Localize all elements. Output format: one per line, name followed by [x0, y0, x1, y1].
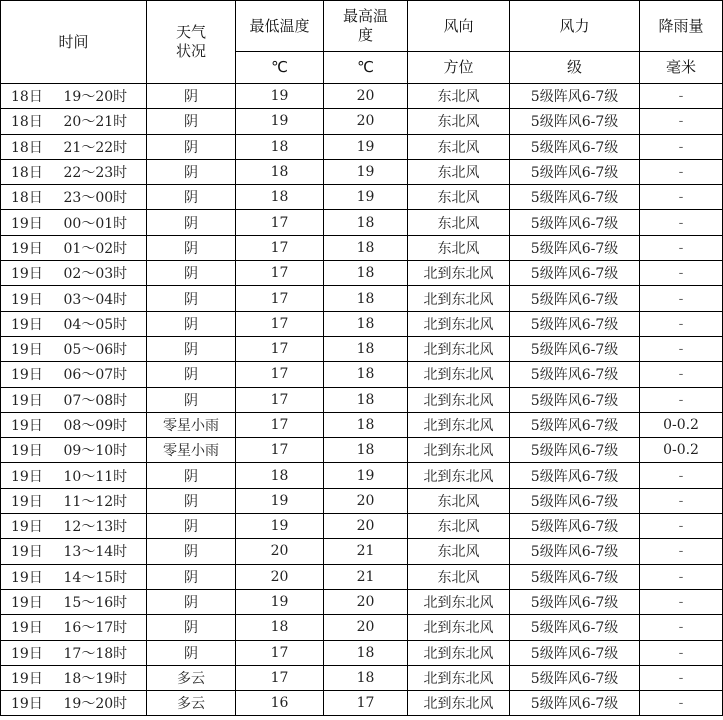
max-temp-cell: 18 — [324, 665, 408, 690]
weather-cell: 阴 — [147, 589, 236, 614]
table-row — [1, 488, 723, 513]
wind-force-cell: 5级阵风6-7级 — [510, 159, 640, 184]
rainfall-cell: - — [640, 84, 723, 109]
max-temp-cell: 18 — [324, 412, 408, 437]
hour-cell: 13～14时 — [56, 539, 147, 564]
table-row — [1, 362, 723, 387]
min-temp-cell: 17 — [236, 261, 324, 286]
wind-direction-cell: 北到东北风 — [408, 387, 510, 412]
header-weather — [147, 1, 236, 84]
max-temp-cell: 18 — [324, 438, 408, 463]
weather-cell: 阴 — [147, 362, 236, 387]
max-temp-cell: 17 — [324, 691, 408, 716]
rainfall-cell: 0-0.2 — [640, 412, 723, 437]
wind-force-cell: 5级阵风6-7级 — [510, 438, 640, 463]
hour-cell: 21～22时 — [56, 134, 147, 159]
min-temp-cell: 19 — [236, 514, 324, 539]
max-temp-cell: 18 — [324, 210, 408, 235]
min-temp-cell: 16 — [236, 691, 324, 716]
rainfall-cell: - — [640, 463, 723, 488]
table-row — [1, 134, 723, 159]
hour-cell: 11～12时 — [56, 488, 147, 513]
unit-wind-direction: 方位 — [408, 52, 510, 84]
max-temp-cell: 18 — [324, 261, 408, 286]
max-temp-cell: 20 — [324, 514, 408, 539]
hour-cell: 12～13时 — [56, 514, 147, 539]
header-min-temp: 最低温度 — [236, 1, 324, 52]
wind-direction-cell: 北到东北风 — [408, 665, 510, 690]
weather-cell: 阴 — [147, 564, 236, 589]
min-temp-cell: 17 — [236, 640, 324, 665]
day-cell: 19日 — [1, 412, 56, 437]
weather-cell: 阴 — [147, 387, 236, 412]
min-temp-cell: 17 — [236, 286, 324, 311]
hour-cell: 17～18时 — [56, 640, 147, 665]
hour-cell: 14～15时 — [56, 564, 147, 589]
header-weather-label: 天气 状况 — [176, 23, 207, 60]
weather-cell: 阴 — [147, 463, 236, 488]
weather-cell: 零星小雨 — [147, 412, 236, 437]
wind-direction-cell: 北到东北风 — [408, 311, 510, 336]
hour-cell: 10～11时 — [56, 463, 147, 488]
min-temp-cell: 17 — [236, 438, 324, 463]
day-cell: 19日 — [1, 691, 56, 716]
day-cell: 19日 — [1, 362, 56, 387]
wind-force-cell: 5级阵风6-7级 — [510, 134, 640, 159]
max-temp-cell: 21 — [324, 539, 408, 564]
header-time: 时间 — [1, 1, 147, 84]
table-row — [1, 640, 723, 665]
rainfall-cell: - — [640, 362, 723, 387]
weather-cell: 阴 — [147, 311, 236, 336]
day-cell: 19日 — [1, 589, 56, 614]
wind-direction-cell: 东北风 — [408, 84, 510, 109]
weather-cell: 阴 — [147, 109, 236, 134]
hour-cell: 04～05时 — [56, 311, 147, 336]
day-cell: 19日 — [1, 514, 56, 539]
weather-cell: 阴 — [147, 336, 236, 361]
wind-direction-cell: 东北风 — [408, 235, 510, 260]
table-row — [1, 235, 723, 260]
hour-cell: 05～06时 — [56, 336, 147, 361]
wind-direction-cell: 东北风 — [408, 185, 510, 210]
hour-cell: 15～16时 — [56, 589, 147, 614]
wind-force-cell: 5级阵风6-7级 — [510, 640, 640, 665]
wind-force-cell: 5级阵风6-7级 — [510, 210, 640, 235]
min-temp-cell: 18 — [236, 615, 324, 640]
min-temp-cell: 17 — [236, 235, 324, 260]
day-cell: 19日 — [1, 564, 56, 589]
day-cell: 19日 — [1, 311, 56, 336]
rainfall-cell: - — [640, 109, 723, 134]
hour-cell: 19～20时 — [56, 691, 147, 716]
min-temp-cell: 17 — [236, 387, 324, 412]
wind-force-cell: 5级阵风6-7级 — [510, 311, 640, 336]
max-temp-cell: 19 — [324, 185, 408, 210]
min-temp-cell: 17 — [236, 336, 324, 361]
wind-direction-cell: 东北风 — [408, 514, 510, 539]
wind-direction-cell: 东北风 — [408, 539, 510, 564]
wind-force-cell: 5级阵风6-7级 — [510, 615, 640, 640]
day-cell: 18日 — [1, 84, 56, 109]
weather-cell: 阴 — [147, 159, 236, 184]
wind-force-cell: 5级阵风6-7级 — [510, 261, 640, 286]
wind-force-cell: 5级阵风6-7级 — [510, 488, 640, 513]
max-temp-cell: 18 — [324, 235, 408, 260]
wind-direction-cell: 北到东北风 — [408, 640, 510, 665]
hour-cell: 08～09时 — [56, 412, 147, 437]
wind-direction-cell: 北到东北风 — [408, 261, 510, 286]
hour-cell: 18～19时 — [56, 665, 147, 690]
rainfall-cell: - — [640, 311, 723, 336]
weather-cell: 阴 — [147, 514, 236, 539]
min-temp-cell: 19 — [236, 84, 324, 109]
hour-cell: 07～08时 — [56, 387, 147, 412]
max-temp-cell: 18 — [324, 336, 408, 361]
max-temp-cell: 18 — [324, 362, 408, 387]
unit-wind-force: 级 — [510, 52, 640, 84]
rainfall-cell: - — [640, 134, 723, 159]
day-cell: 19日 — [1, 387, 56, 412]
wind-force-cell: 5级阵风6-7级 — [510, 564, 640, 589]
table-row — [1, 210, 723, 235]
table-row — [1, 514, 723, 539]
weather-cell: 阴 — [147, 185, 236, 210]
hour-cell: 19～20时 — [56, 84, 147, 109]
max-temp-cell: 18 — [324, 640, 408, 665]
header-max-temp-label: 最高温 度 — [343, 7, 389, 44]
forecast-rows — [1, 84, 723, 716]
table-row — [1, 589, 723, 614]
table-row — [1, 564, 723, 589]
min-temp-cell: 17 — [236, 362, 324, 387]
weather-cell: 阴 — [147, 261, 236, 286]
day-cell: 19日 — [1, 261, 56, 286]
wind-direction-cell: 东北风 — [408, 109, 510, 134]
weather-cell: 阴 — [147, 84, 236, 109]
rainfall-cell: - — [640, 665, 723, 690]
day-cell: 18日 — [1, 134, 56, 159]
rainfall-cell: - — [640, 488, 723, 513]
wind-force-cell: 5级阵风6-7级 — [510, 286, 640, 311]
wind-force-cell: 5级阵风6-7级 — [510, 235, 640, 260]
day-cell: 19日 — [1, 336, 56, 361]
wind-direction-cell: 北到东北风 — [408, 589, 510, 614]
day-cell: 19日 — [1, 539, 56, 564]
weather-cell: 阴 — [147, 488, 236, 513]
rainfall-cell: - — [640, 286, 723, 311]
wind-force-cell: 5级阵风6-7级 — [510, 589, 640, 614]
hour-cell: 23～00时 — [56, 185, 147, 210]
wind-direction-cell: 东北风 — [408, 134, 510, 159]
unit-rainfall: 毫米 — [640, 52, 723, 84]
max-temp-cell: 20 — [324, 615, 408, 640]
wind-direction-cell: 北到东北风 — [408, 412, 510, 437]
rainfall-cell: - — [640, 336, 723, 361]
table-row — [1, 438, 723, 463]
min-temp-cell: 20 — [236, 564, 324, 589]
rainfall-cell: - — [640, 514, 723, 539]
min-temp-cell: 18 — [236, 185, 324, 210]
weather-cell: 多云 — [147, 665, 236, 690]
wind-direction-cell: 北到东北风 — [408, 362, 510, 387]
min-temp-cell: 17 — [236, 311, 324, 336]
hour-cell: 00～01时 — [56, 210, 147, 235]
table-row — [1, 84, 723, 109]
wind-force-cell: 5级阵风6-7级 — [510, 463, 640, 488]
wind-force-cell: 5级阵风6-7级 — [510, 336, 640, 361]
table-row — [1, 109, 723, 134]
day-cell: 19日 — [1, 463, 56, 488]
wind-direction-cell: 北到东北风 — [408, 691, 510, 716]
wind-direction-cell: 东北风 — [408, 488, 510, 513]
min-temp-cell: 18 — [236, 134, 324, 159]
max-temp-cell: 18 — [324, 311, 408, 336]
wind-force-cell: 5级阵风6-7级 — [510, 514, 640, 539]
hour-cell: 03～04时 — [56, 286, 147, 311]
day-cell: 19日 — [1, 615, 56, 640]
weather-cell: 阴 — [147, 286, 236, 311]
table-row — [1, 691, 723, 716]
wind-force-cell: 5级阵风6-7级 — [510, 185, 640, 210]
rainfall-cell: - — [640, 539, 723, 564]
day-cell: 18日 — [1, 159, 56, 184]
hour-cell: 09～10时 — [56, 438, 147, 463]
rainfall-cell: - — [640, 640, 723, 665]
hour-cell: 02～03时 — [56, 261, 147, 286]
table-row — [1, 387, 723, 412]
wind-force-cell: 5级阵风6-7级 — [510, 387, 640, 412]
min-temp-cell: 18 — [236, 159, 324, 184]
hour-cell: 20～21时 — [56, 109, 147, 134]
min-temp-cell: 17 — [236, 665, 324, 690]
wind-force-cell: 5级阵风6-7级 — [510, 539, 640, 564]
max-temp-cell: 20 — [324, 589, 408, 614]
rainfall-cell: 0-0.2 — [640, 438, 723, 463]
max-temp-cell: 20 — [324, 84, 408, 109]
max-temp-cell: 20 — [324, 488, 408, 513]
table-row — [1, 286, 723, 311]
table-row — [1, 336, 723, 361]
table-row — [1, 463, 723, 488]
weather-cell: 阴 — [147, 235, 236, 260]
header-wind-direction: 风向 — [408, 1, 510, 52]
max-temp-cell: 20 — [324, 109, 408, 134]
day-cell: 19日 — [1, 286, 56, 311]
weather-cell: 零星小雨 — [147, 438, 236, 463]
max-temp-cell: 19 — [324, 463, 408, 488]
rainfall-cell: - — [640, 210, 723, 235]
wind-direction-cell: 北到东北风 — [408, 336, 510, 361]
day-cell: 19日 — [1, 665, 56, 690]
max-temp-cell: 21 — [324, 564, 408, 589]
wind-force-cell: 5级阵风6-7级 — [510, 362, 640, 387]
table-row — [1, 159, 723, 184]
wind-direction-cell: 东北风 — [408, 159, 510, 184]
wind-direction-cell: 北到东北风 — [408, 286, 510, 311]
wind-force-cell: 5级阵风6-7级 — [510, 412, 640, 437]
header-max-temp — [324, 1, 408, 52]
wind-direction-cell: 北到东北风 — [408, 463, 510, 488]
rainfall-cell: - — [640, 159, 723, 184]
table-row — [1, 539, 723, 564]
wind-force-cell: 5级阵风6-7级 — [510, 109, 640, 134]
wind-direction-cell: 东北风 — [408, 564, 510, 589]
hour-cell: 22～23时 — [56, 159, 147, 184]
day-cell: 19日 — [1, 210, 56, 235]
day-cell: 18日 — [1, 185, 56, 210]
day-cell: 19日 — [1, 235, 56, 260]
wind-force-cell: 5级阵风6-7级 — [510, 665, 640, 690]
hour-cell: 06～07时 — [56, 362, 147, 387]
wind-force-cell: 5级阵风6-7级 — [510, 84, 640, 109]
min-temp-cell: 17 — [236, 210, 324, 235]
unit-min-temp: ℃ — [236, 52, 324, 84]
rainfall-cell: - — [640, 615, 723, 640]
day-cell: 19日 — [1, 438, 56, 463]
day-cell: 19日 — [1, 640, 56, 665]
weather-cell: 多云 — [147, 691, 236, 716]
min-temp-cell: 19 — [236, 589, 324, 614]
rainfall-cell: - — [640, 235, 723, 260]
rainfall-cell: - — [640, 691, 723, 716]
table-row — [1, 665, 723, 690]
min-temp-cell: 18 — [236, 463, 324, 488]
weather-cell: 阴 — [147, 134, 236, 159]
header-wind-force: 风力 — [510, 1, 640, 52]
hour-cell: 01～02时 — [56, 235, 147, 260]
hour-cell: 16～17时 — [56, 615, 147, 640]
min-temp-cell: 20 — [236, 539, 324, 564]
max-temp-cell: 19 — [324, 134, 408, 159]
max-temp-cell: 18 — [324, 286, 408, 311]
rainfall-cell: - — [640, 564, 723, 589]
rainfall-cell: - — [640, 589, 723, 614]
wind-direction-cell: 东北风 — [408, 210, 510, 235]
table-row — [1, 261, 723, 286]
weather-cell: 阴 — [147, 640, 236, 665]
day-cell: 18日 — [1, 109, 56, 134]
max-temp-cell: 18 — [324, 387, 408, 412]
wind-direction-cell: 北到东北风 — [408, 438, 510, 463]
min-temp-cell: 19 — [236, 488, 324, 513]
unit-max-temp: ℃ — [324, 52, 408, 84]
day-cell: 19日 — [1, 488, 56, 513]
rainfall-cell: - — [640, 387, 723, 412]
weather-cell: 阴 — [147, 210, 236, 235]
table-row — [1, 412, 723, 437]
min-temp-cell: 17 — [236, 412, 324, 437]
weather-cell: 阴 — [147, 539, 236, 564]
table-row — [1, 311, 723, 336]
rainfall-cell: - — [640, 261, 723, 286]
wind-direction-cell: 北到东北风 — [408, 615, 510, 640]
min-temp-cell: 19 — [236, 109, 324, 134]
rainfall-cell: - — [640, 185, 723, 210]
header-rainfall: 降雨量 — [640, 1, 723, 52]
wind-force-cell: 5级阵风6-7级 — [510, 691, 640, 716]
max-temp-cell: 19 — [324, 159, 408, 184]
table-row — [1, 185, 723, 210]
table-row — [1, 615, 723, 640]
weather-cell: 阴 — [147, 615, 236, 640]
